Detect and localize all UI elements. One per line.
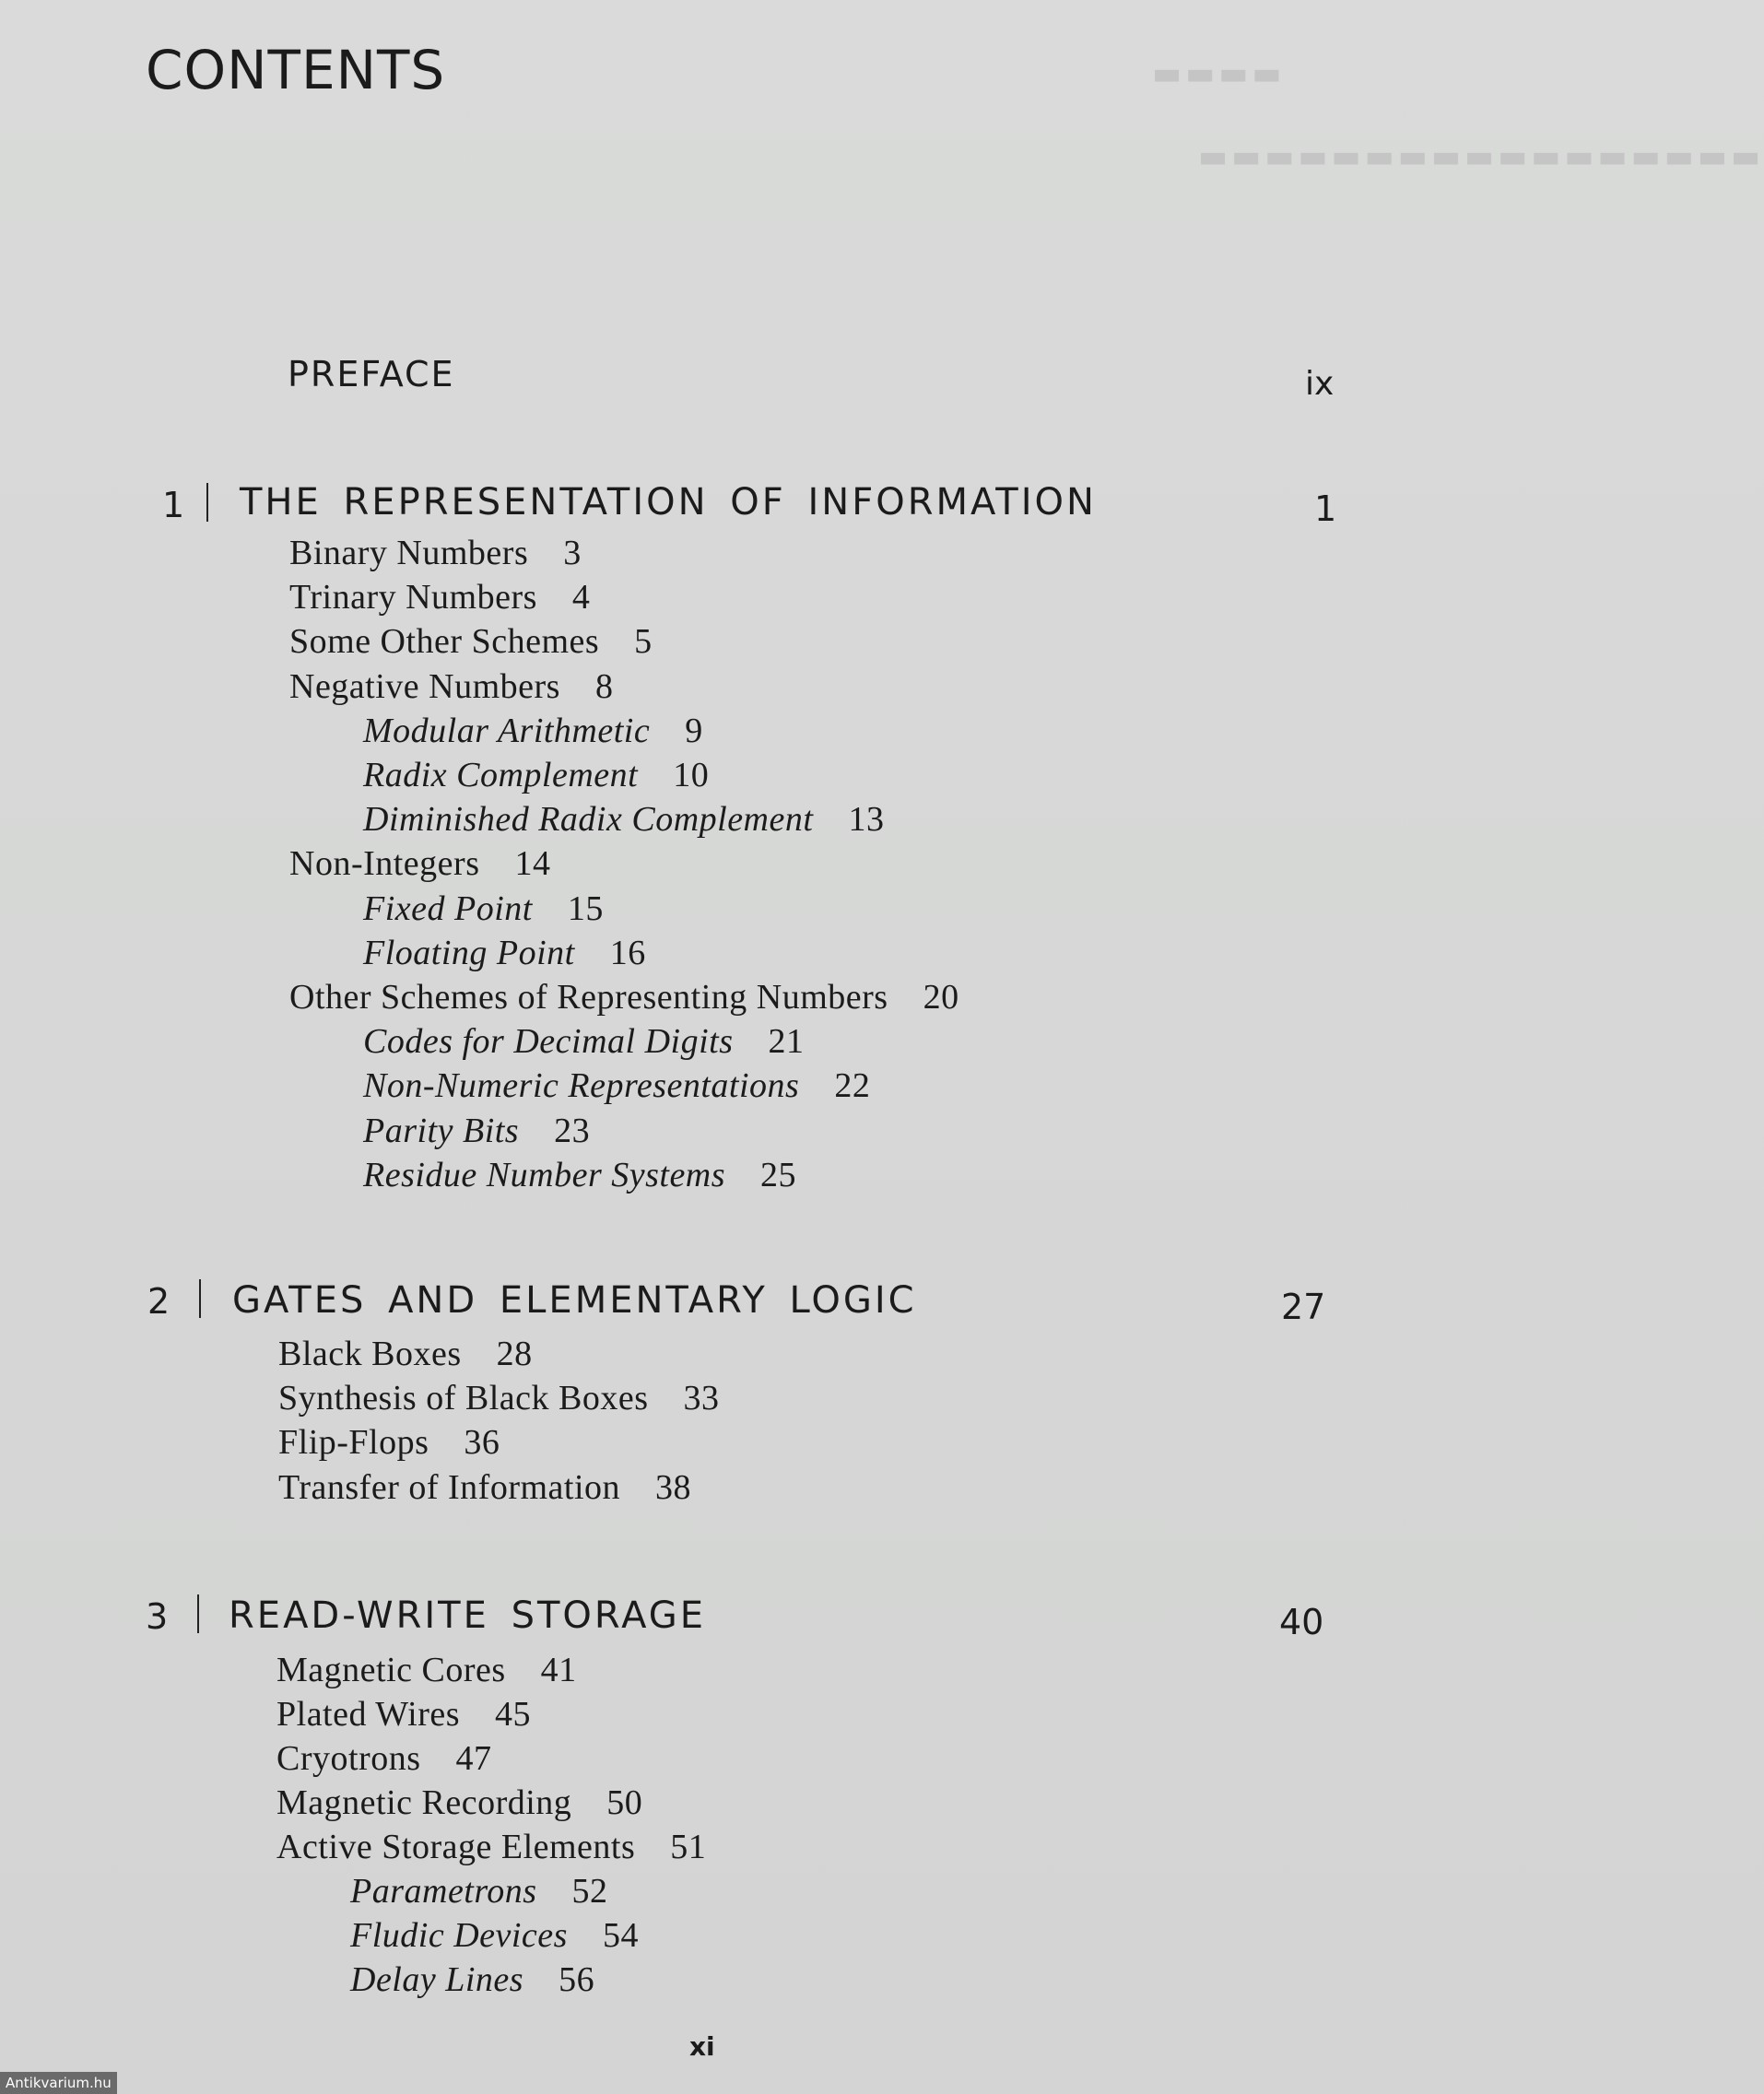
toc-entry-page: 14 — [514, 844, 551, 884]
toc-entry-title: Binary Numbers — [289, 534, 529, 572]
toc-entry-page: 51 — [670, 1828, 707, 1866]
chapter-3-rule — [197, 1594, 199, 1633]
toc-entry — [276, 1782, 642, 1823]
toc-entry-title: Negative Numbers — [289, 666, 560, 706]
toc-entry-page: 45 — [495, 1695, 532, 1734]
toc-subentry — [363, 1111, 590, 1151]
toc-entry-page: 3 — [563, 534, 582, 572]
toc-entry-title: Non-Integers — [289, 844, 480, 884]
toc-subentry — [363, 711, 703, 751]
toc-entry — [278, 1334, 533, 1374]
toc-entry-title: Fixed Point — [363, 888, 533, 928]
toc-entry — [278, 1378, 719, 1418]
toc-entry-page: 38 — [655, 1467, 692, 1507]
toc-entry-title: Transfer of Information — [278, 1467, 621, 1507]
toc-entry-title: Non-Numeric Representations — [363, 1066, 800, 1106]
toc-entry-title: Magnetic Cores — [276, 1651, 506, 1689]
chapter-3-page: 40 — [1279, 1602, 1324, 1642]
toc-subentry — [363, 1021, 804, 1062]
toc-subentry — [350, 1915, 639, 1956]
chapter-1-number: 1 — [162, 485, 185, 525]
toc-entry-title: Other Schemes of Representing Numbers — [289, 978, 888, 1017]
toc-entry — [276, 1827, 706, 1867]
toc-entry-title: Codes for Decimal Digits — [363, 1022, 734, 1062]
toc-entry-title: Active Storage Elements — [276, 1828, 636, 1866]
toc-entry — [278, 1422, 500, 1463]
chapter-3-title: READ-WRITE STORAGE — [229, 1594, 707, 1637]
toc-entry-page: 8 — [594, 666, 614, 706]
toc-entry — [276, 1738, 492, 1779]
chapter-1-title: THE REPRESENTATION OF INFORMATION — [240, 481, 1097, 524]
toc-entry-page: 10 — [673, 756, 710, 794]
toc-entry — [289, 843, 550, 884]
toc-entry-page: 5 — [634, 622, 653, 662]
toc-entry-title: Delay Lines — [350, 1960, 524, 1999]
toc-subentry — [363, 888, 604, 929]
preface-label: PREFACE — [288, 354, 455, 394]
toc-entry — [289, 977, 959, 1018]
toc-subentry — [363, 1065, 870, 1106]
toc-subentry — [350, 1871, 608, 1912]
chapter-1-rule — [206, 483, 208, 522]
toc-entry-page: 4 — [571, 578, 591, 618]
chapter-2-title: GATES AND ELEMENTARY LOGIC — [232, 1279, 917, 1322]
toc-entry — [289, 577, 590, 618]
toc-entry — [289, 533, 582, 573]
toc-entry — [289, 621, 653, 662]
toc-entry-page: 25 — [760, 1155, 797, 1194]
watermark-label: Antikvarium.hu — [0, 2072, 117, 2094]
chapter-3-number: 3 — [146, 1596, 169, 1637]
chapter-2-number: 2 — [147, 1281, 171, 1322]
toc-entry-title: Fludic Devices — [350, 1916, 568, 1955]
toc-entry-title: Black Boxes — [278, 1335, 462, 1373]
toc-entry-page: 23 — [554, 1111, 591, 1150]
toc-entry-title: Modular Arithmetic — [363, 711, 651, 750]
toc-entry-title: Magnetic Recording — [276, 1783, 572, 1822]
toc-entry-page: 20 — [923, 978, 959, 1017]
chapter-2-page: 27 — [1281, 1287, 1326, 1327]
toc-entry-page: 28 — [496, 1335, 533, 1373]
toc-entry-title: Parametrons — [350, 1872, 537, 1911]
toc-entry-title: Plated Wires — [276, 1695, 461, 1734]
toc-subentry — [363, 755, 709, 795]
toc-entry-page: 50 — [606, 1783, 643, 1822]
preface-page: ix — [1305, 365, 1335, 403]
toc-entry-title: Floating Point — [363, 933, 575, 972]
toc-entry — [289, 666, 613, 707]
footer-page-number: xi — [689, 2031, 715, 2062]
toc-entry-title: Synthesis of Black Boxes — [278, 1379, 649, 1418]
toc-subentry — [363, 933, 646, 973]
toc-entry-title: Some Other Schemes — [289, 622, 600, 662]
toc-entry-title: Residue Number Systems — [363, 1155, 726, 1194]
toc-entry-page: 16 — [609, 933, 646, 972]
toc-entry-page: 52 — [571, 1872, 608, 1911]
toc-entry-title: Radix Complement — [363, 756, 639, 794]
toc-entry-page: 9 — [685, 711, 703, 750]
toc-entry-page: 36 — [464, 1423, 500, 1463]
toc-subentry — [350, 1959, 594, 2000]
toc-entry-page: 13 — [848, 800, 885, 840]
toc-entry-title: Parity Bits — [363, 1111, 520, 1150]
toc-entry-page: 15 — [567, 888, 604, 928]
toc-entry-page: 21 — [768, 1022, 805, 1062]
toc-entry — [276, 1650, 577, 1690]
toc-subentry — [363, 1155, 796, 1195]
toc-entry-page: 33 — [683, 1379, 720, 1418]
toc-entry-page: 47 — [455, 1739, 492, 1778]
toc-entry-title: Trinary Numbers — [289, 578, 537, 618]
toc-entry — [278, 1467, 691, 1508]
toc-entry-page: 22 — [834, 1066, 871, 1106]
toc-entry-page: 56 — [559, 1960, 595, 1999]
chapter-2-rule — [199, 1279, 201, 1318]
toc-entry-title: Diminished Radix Complement — [363, 800, 814, 840]
toc-entry-title: Flip-Flops — [278, 1423, 429, 1463]
toc-entry-page: 41 — [540, 1651, 577, 1689]
chapter-1-page: 1 — [1314, 488, 1337, 529]
toc-subentry — [363, 799, 884, 840]
toc-entry-page: 54 — [602, 1916, 639, 1955]
page-title: CONTENTS — [146, 39, 446, 101]
toc-entry-title: Cryotrons — [276, 1739, 421, 1778]
toc-entry — [276, 1694, 531, 1735]
